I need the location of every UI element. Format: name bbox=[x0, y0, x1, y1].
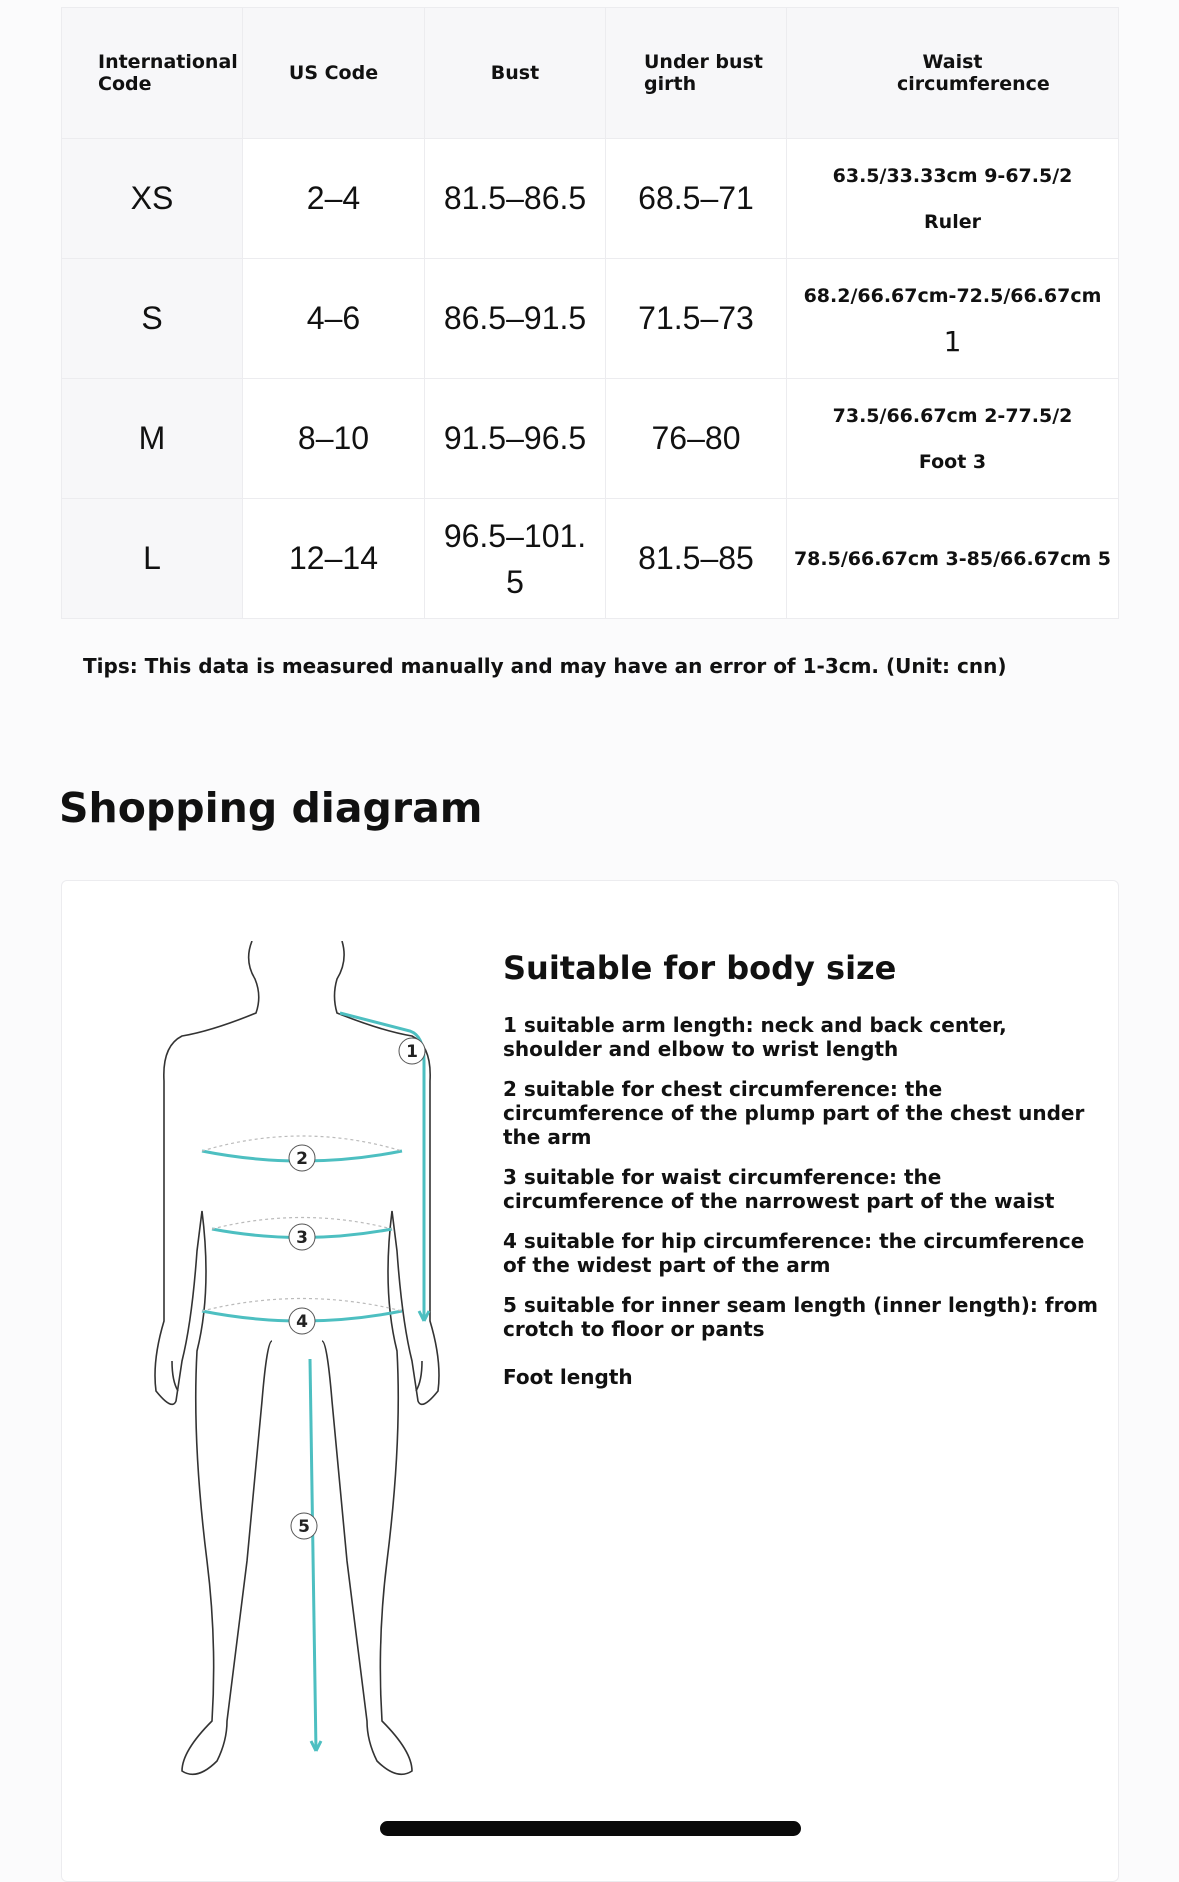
cell-us: 12–14 bbox=[243, 499, 425, 619]
cell-bust: 81.5–86.5 bbox=[425, 139, 606, 259]
diagram-title: Suitable for body size bbox=[503, 949, 897, 987]
cell-waist bbox=[787, 259, 1119, 379]
cell-us: 8–10 bbox=[243, 379, 425, 499]
table-row bbox=[62, 379, 1119, 499]
waist-line1: 73.5/66.67cm 2-77.5/2 bbox=[832, 404, 1073, 427]
marker-1: 1 bbox=[406, 1042, 418, 1062]
marker-5: 5 bbox=[298, 1517, 310, 1537]
size-table bbox=[61, 7, 1119, 619]
info-item: 4 suitable for hip circumference: the circumference of the widest part of the arm bbox=[503, 1229, 1085, 1277]
info-item: Foot length bbox=[503, 1365, 633, 1389]
waist-line2: Ruler bbox=[924, 210, 981, 233]
table-row bbox=[62, 499, 1119, 619]
waist-line1: 78.5/66.67cm 3-85/66.67cm 5 bbox=[793, 547, 1112, 570]
waist-line1: 63.5/33.33cm 9-67.5/2 bbox=[832, 164, 1073, 187]
header-waist: Waist circumference bbox=[787, 8, 1119, 139]
cell-us: 2–4 bbox=[243, 139, 425, 259]
table-row bbox=[62, 259, 1119, 379]
marker-3: 3 bbox=[296, 1228, 308, 1248]
marker-4: 4 bbox=[296, 1312, 308, 1332]
info-item: 3 suitable for waist circumference: the circumference of the narrowest part of the waist bbox=[503, 1165, 1055, 1213]
waist-line2: 1 bbox=[943, 324, 962, 358]
header-under-bust: Under bust girth bbox=[606, 8, 787, 139]
marker-2: 2 bbox=[296, 1149, 308, 1169]
cell-under-bust: 81.5–85 bbox=[606, 499, 787, 619]
diagram-card bbox=[61, 880, 1119, 1882]
cell-bust: 96.5–101.5 bbox=[425, 499, 606, 619]
cell-under-bust: 71.5–73 bbox=[606, 259, 787, 379]
body-size-info bbox=[503, 949, 1103, 1405]
cell-intl: L bbox=[62, 499, 243, 619]
cell-waist bbox=[787, 379, 1119, 499]
header-international-code: International Code bbox=[62, 8, 243, 139]
info-item: 2 suitable for chest circumference: the circumference of the plump part of the chest under the arm bbox=[503, 1077, 1085, 1149]
cell-waist bbox=[787, 499, 1119, 619]
section-heading: Shopping diagram bbox=[59, 784, 483, 832]
info-item: 5 suitable for inner seam length (inner length): from crotch to floor or pants bbox=[503, 1293, 1099, 1341]
cell-us: 4–6 bbox=[243, 259, 425, 379]
cell-intl: S bbox=[62, 259, 243, 379]
table-header-row bbox=[62, 8, 1119, 139]
cell-waist bbox=[787, 139, 1119, 259]
cell-under-bust: 76–80 bbox=[606, 379, 787, 499]
tips-text: Tips: This data is measured manually and may have an error of 1-3cm. (Unit: cnn) bbox=[83, 654, 1007, 678]
cell-bust: 91.5–96.5 bbox=[425, 379, 606, 499]
header-us-code: US Code bbox=[243, 8, 425, 139]
header-bust: Bust bbox=[425, 8, 606, 139]
cell-under-bust: 68.5–71 bbox=[606, 139, 787, 259]
cell-intl: XS bbox=[62, 139, 243, 259]
body-figure-illustration bbox=[152, 941, 452, 1821]
waist-line2: Foot 3 bbox=[918, 450, 987, 473]
home-indicator[interactable] bbox=[380, 1821, 801, 1836]
info-item: 1 suitable arm length: neck and back center, shoulder and elbow to wrist length bbox=[503, 1013, 1007, 1061]
waist-line1: 68.2/66.67cm-72.5/66.67cm bbox=[803, 284, 1102, 307]
cell-bust: 86.5–91.5 bbox=[425, 259, 606, 379]
cell-intl: M bbox=[62, 379, 243, 499]
table-row bbox=[62, 139, 1119, 259]
